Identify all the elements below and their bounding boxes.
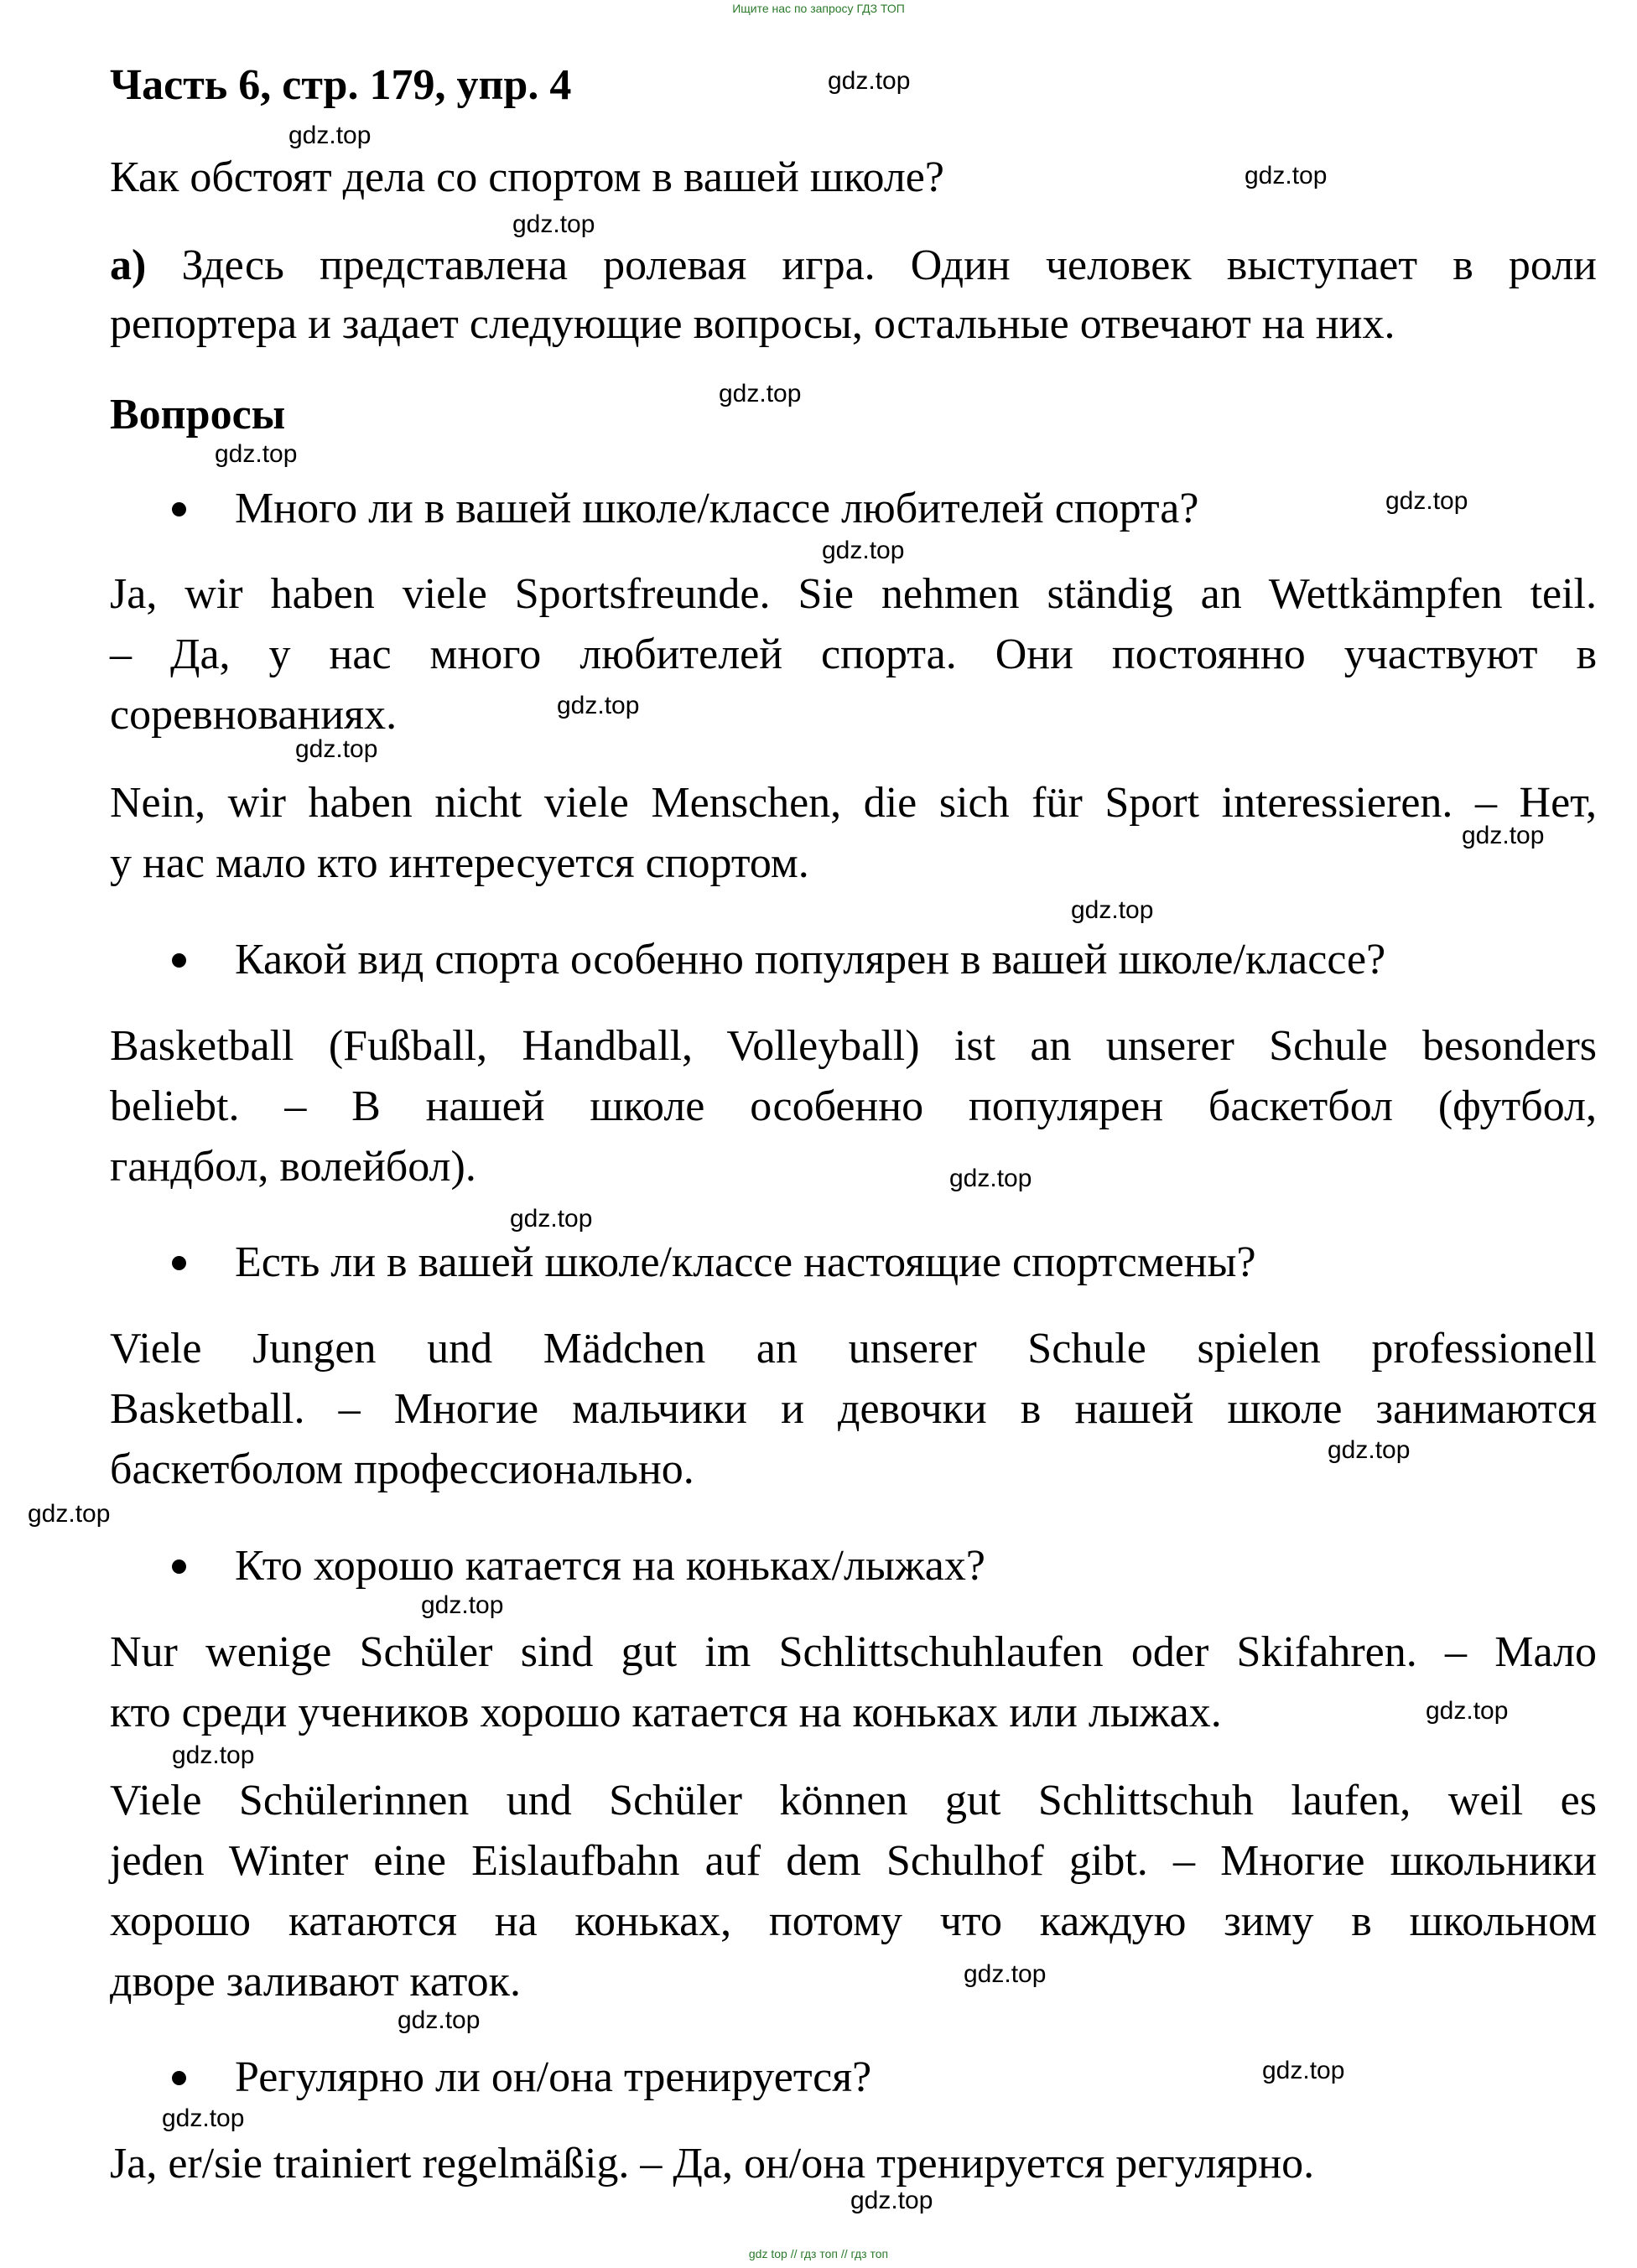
q4-answer-2-line-1: Viele Schülerinnen und Schüler können gut Schlittschuh laufen, weil es bbox=[110, 1777, 1597, 1824]
question-3: Есть ли в вашей школе/классе настоящие спортсмены? bbox=[235, 1238, 1256, 1286]
q1-answer-1-line-2: – Да, у нас много любителей спорта. Они постоянно участвуют в bbox=[110, 631, 1597, 678]
q4-answer-1-line-1: Nur wenige Schüler sind gut im Schlittschuhlaufen oder Skifahren. – Мало bbox=[110, 1628, 1597, 1676]
watermark: gdz.top bbox=[1426, 1697, 1509, 1725]
q4-answer-2-line-2: jeden Winter eine Eislaufbahn auf dem Schulhof gibt. – Многие школьники bbox=[110, 1837, 1597, 1885]
bullet-icon bbox=[172, 502, 186, 516]
q4-answer-2-line-3: хорошо катаются на коньках, потому что каждую зиму в школьном bbox=[110, 1897, 1597, 1945]
intro-question: Как обстоят дела со спортом в вашей школе? bbox=[110, 153, 944, 201]
watermark: gdz.top bbox=[288, 122, 372, 149]
q4-answer-2-line-4: дворе заливают каток. bbox=[110, 1958, 521, 2006]
bullet-icon bbox=[172, 2071, 186, 2085]
watermark: gdz.top bbox=[295, 735, 378, 763]
watermark: gdz.top bbox=[850, 2187, 933, 2214]
q1-answer-1-line-3: соревнованиях. bbox=[110, 691, 398, 739]
watermark: gdz.top bbox=[512, 210, 595, 238]
question-5: Регулярно ли он/она тренируется? bbox=[235, 2053, 872, 2101]
question-2: Какой вид спорта особенно популярен в вашей школе/классе? bbox=[235, 936, 1386, 983]
watermark: gdz.top bbox=[172, 1741, 255, 1769]
q2-answer-line-3: гандбол, волейбол). bbox=[110, 1143, 476, 1191]
watermark: gdz.top bbox=[215, 440, 298, 468]
q3-answer-line-1: Viele Jungen und Mädchen an unserer Schule spielen professionell bbox=[110, 1325, 1597, 1373]
watermark: gdz.top bbox=[949, 1165, 1032, 1192]
q2-answer-line-1: Basketball (Fußball, Handball, Volleyball) ist an unserer Schule besonders bbox=[110, 1022, 1597, 1070]
watermark: gdz.top bbox=[1462, 822, 1545, 849]
watermark: gdz.top bbox=[421, 1591, 504, 1619]
top-banner: Ищите нас по запросу ГДЗ ТОП bbox=[732, 2, 905, 15]
watermark: gdz.top bbox=[1328, 1436, 1411, 1464]
watermark: gdz.top bbox=[1245, 162, 1328, 189]
watermark: gdz.top bbox=[822, 537, 905, 564]
q1-answer-2-line-2: у нас мало кто интересуется спортом. bbox=[110, 839, 809, 887]
watermark: gdz.top bbox=[557, 692, 640, 719]
watermark: gdz.top bbox=[1385, 487, 1468, 515]
bullet-icon bbox=[172, 1256, 186, 1270]
watermark: gdz.top bbox=[28, 1500, 111, 1528]
q5-answer-line-1: Ja, er/sie trainiert regelmäßig. – Да, он/она тренируется регулярно. bbox=[110, 2140, 1315, 2188]
task-text-1: Здесь представлена ролевая игра. Один человек выступает в роли bbox=[181, 241, 1597, 289]
page-title: Часть 6, стр. 179, упр. 4 bbox=[110, 61, 572, 109]
task-label: а) bbox=[110, 241, 147, 289]
questions-heading: Вопросы bbox=[110, 391, 286, 439]
watermark: gdz.top bbox=[510, 1205, 593, 1233]
watermark: gdz.top bbox=[398, 2006, 481, 2034]
watermark: gdz.top bbox=[162, 2105, 245, 2132]
question-4: Кто хорошо катается на коньках/лыжах? bbox=[235, 1542, 985, 1590]
q4-answer-1-line-2: кто среди учеников хорошо катается на коньках или лыжах. bbox=[110, 1689, 1222, 1736]
watermark: gdz.top bbox=[964, 1960, 1047, 1988]
q2-answer-line-2: beliebt. – В нашей школе особенно популярен баскетбол (футбол, bbox=[110, 1082, 1597, 1130]
bottom-banner: gdz top // гдз топ // гдз топ bbox=[748, 2247, 889, 2260]
q3-answer-line-3: баскетболом профессионально. bbox=[110, 1445, 694, 1493]
q1-answer-1-line-1: Ja, wir haben viele Sportsfreunde. Sie nehmen ständig an Wettkämpfen teil. bbox=[110, 570, 1597, 618]
task-line-2: репортера и задает следующие вопросы, остальные отвечают на них. bbox=[110, 300, 1395, 348]
watermark: gdz.top bbox=[719, 380, 802, 407]
question-1: Много ли в вашей школе/классе любителей спорта? bbox=[235, 485, 1199, 532]
task-line-1 bbox=[110, 241, 1597, 291]
q3-answer-line-2: Basketball. – Многие мальчики и девочки в нашей школе занимаются bbox=[110, 1385, 1597, 1433]
watermark: gdz.top bbox=[1071, 896, 1154, 924]
watermark: gdz.top bbox=[828, 67, 911, 95]
watermark: gdz.top bbox=[1262, 2057, 1345, 2084]
bullet-icon bbox=[172, 1560, 186, 1574]
bullet-icon bbox=[172, 953, 186, 968]
q1-answer-2-line-1: Nein, wir haben nicht viele Menschen, die sich für Sport interessieren. – Нет, bbox=[110, 779, 1597, 827]
